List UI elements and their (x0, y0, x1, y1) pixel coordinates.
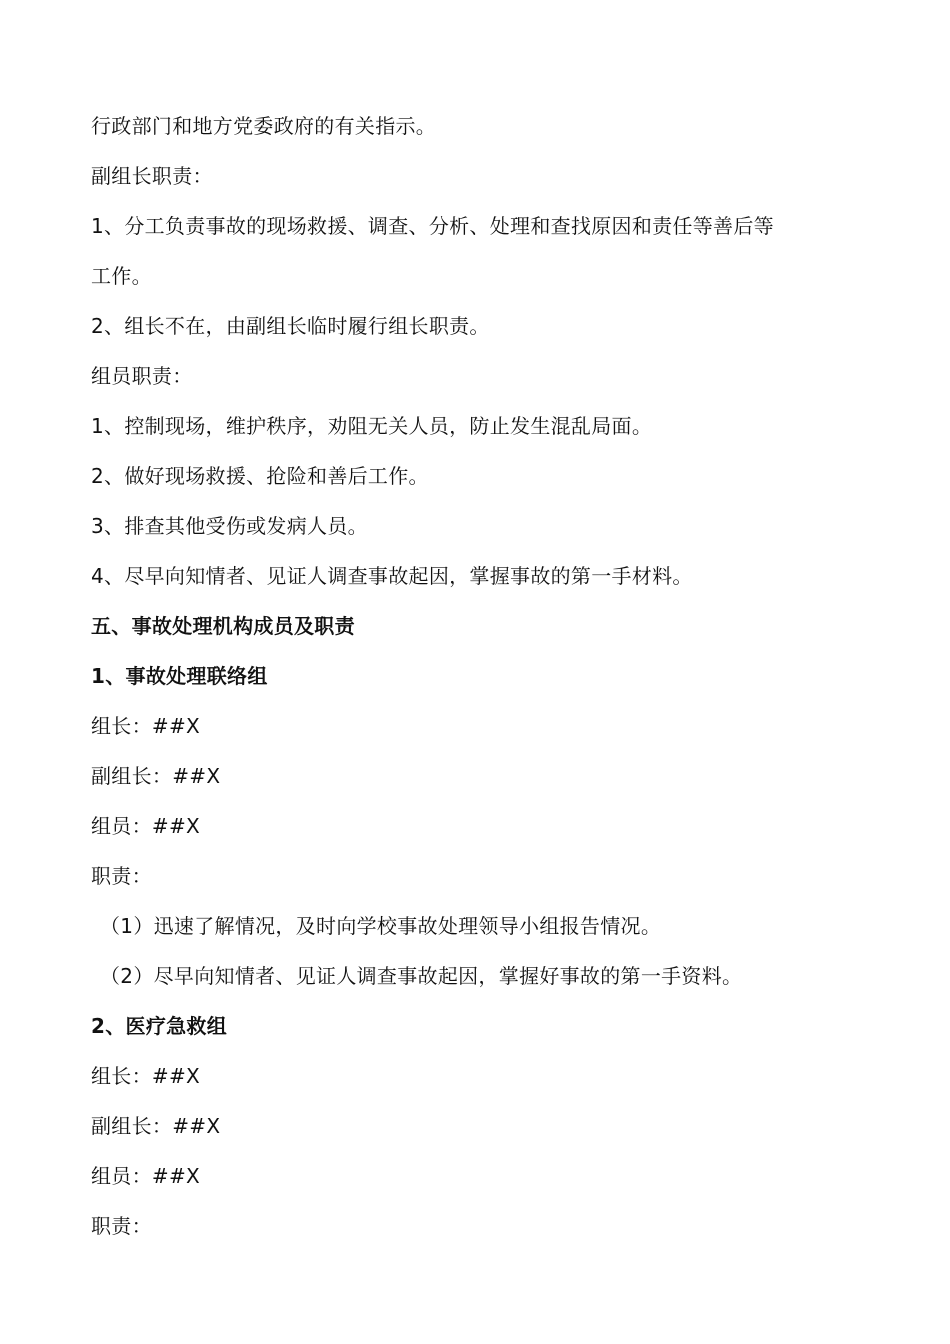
deputy-leader-duties-heading: 副组长职责： (91, 164, 213, 188)
section-five-heading: 五、事故处理机构成员及职责 (91, 614, 355, 638)
deputy-duty-1-continued: 工作。 (91, 264, 152, 288)
liaison-group-heading: 1、事故处理联络组 (91, 664, 268, 688)
member-duty-4: 4、尽早向知情者、见证人调查事故起因，掌握事故的第一手材料。 (91, 564, 693, 588)
medical-leader: 组长：##X (91, 1064, 201, 1088)
liaison-leader: 组长：##X (91, 714, 201, 738)
member-duty-1: 1、控制现场，维护秩序，劝阻无关人员，防止发生混乱局面。 (91, 414, 653, 438)
member-duty-3: 3、排查其他受伤或发病人员。 (91, 514, 368, 538)
liaison-duty-1: （1）迅速了解情况，及时向学校事故处理领导小组报告情况。 (100, 914, 662, 938)
medical-group-heading: 2、医疗急救组 (91, 1014, 228, 1038)
medical-duties-heading: 职责： (91, 1214, 152, 1238)
member-duty-2: 2、做好现场救援、抢险和善后工作。 (91, 464, 429, 488)
deputy-duty-1: 1、分工负责事故的现场救援、调查、分析、处理和查找原因和责任等善后等 (91, 214, 774, 238)
deputy-duty-2: 2、组长不在，由副组长临时履行组长职责。 (91, 314, 490, 338)
liaison-duty-2: （2）尽早向知情者、见证人调查事故起因，掌握好事故的第一手资料。 (100, 964, 743, 988)
liaison-duties-heading: 职责： (91, 864, 152, 888)
paragraph-instructions-end: 行政部门和地方党委政府的有关指示。 (91, 114, 437, 138)
medical-deputy-leader: 副组长：##X (91, 1114, 221, 1138)
liaison-members: 组员：##X (91, 814, 201, 838)
member-duties-heading: 组员职责： (91, 364, 193, 388)
liaison-deputy-leader: 副组长：##X (91, 764, 221, 788)
medical-members: 组员：##X (91, 1164, 201, 1188)
